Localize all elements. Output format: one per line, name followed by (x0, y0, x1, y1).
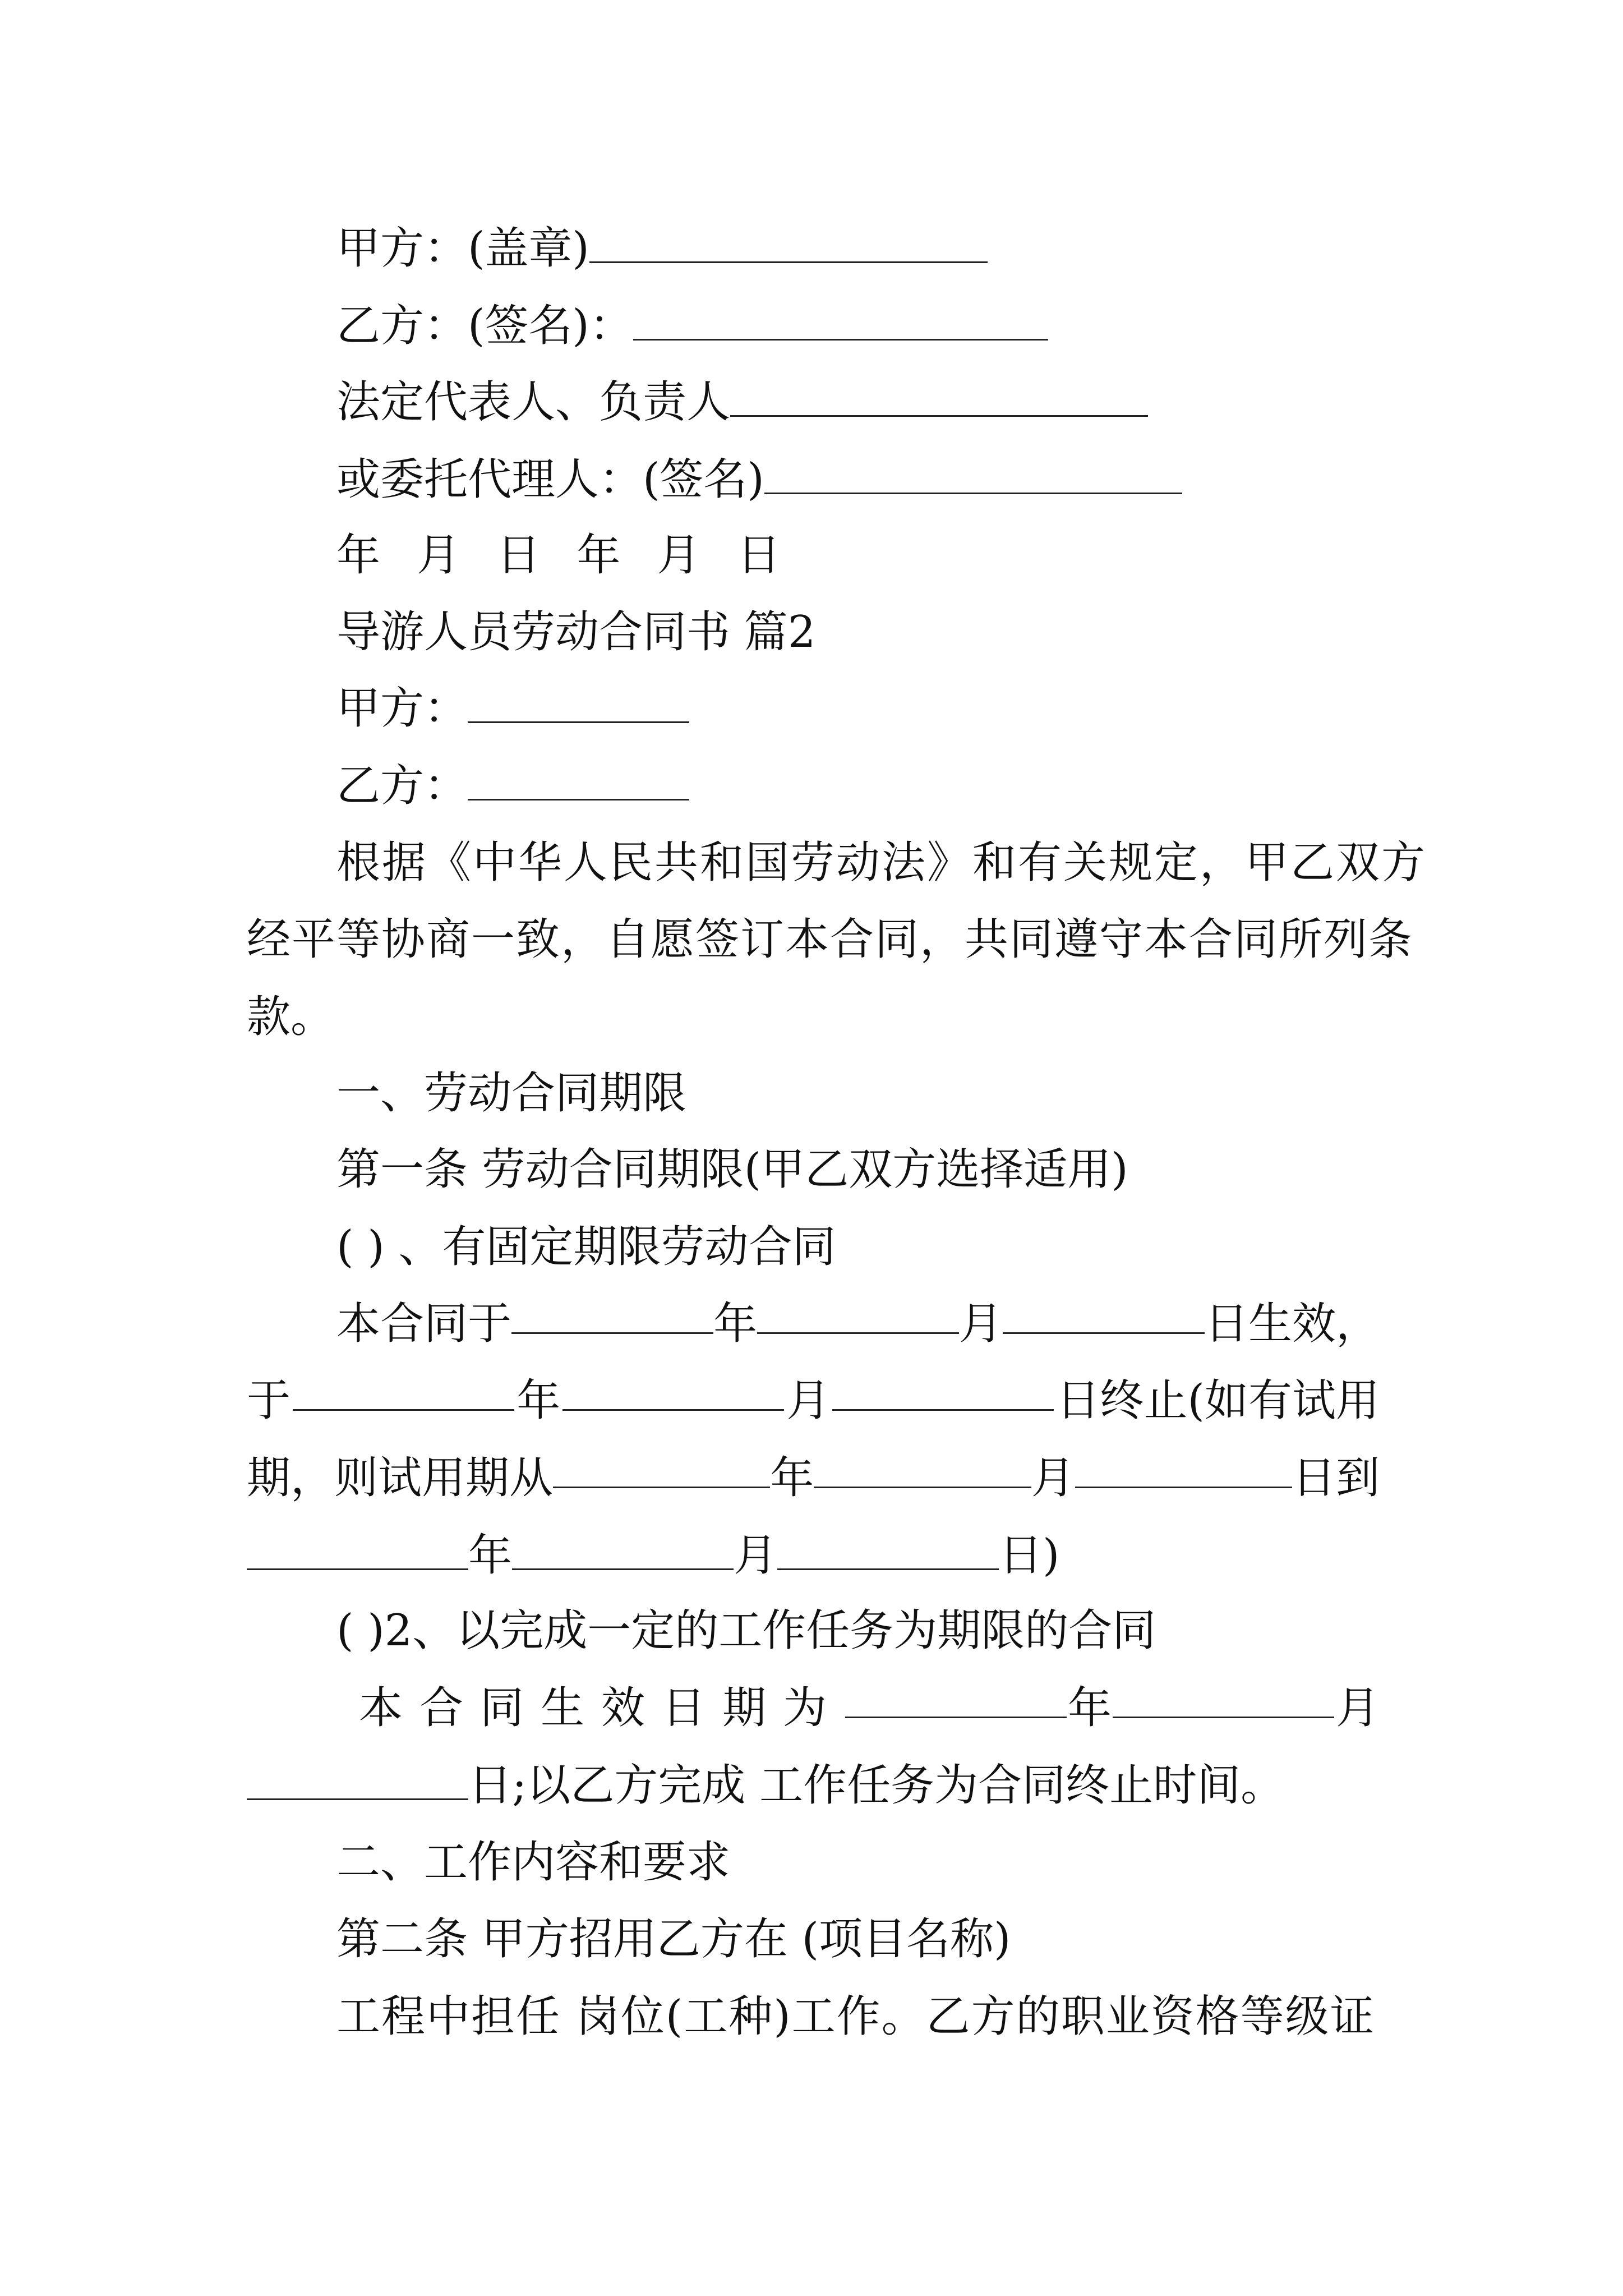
fill-text: 月 (786, 1375, 831, 1426)
option-text: ( ) 、有固定期限劳动合同 (336, 1222, 836, 1272)
fill-text: 月 (734, 1530, 778, 1581)
fill-text: 日终止(如有试用 (1056, 1375, 1380, 1426)
date-label: 年 月 日 年 月 日 (336, 530, 781, 581)
option-line (336, 1605, 1156, 1656)
party-b-sign-blank (633, 305, 1048, 341)
legal-rep-label: 法定代表人、负责人 (336, 377, 731, 427)
fill-text: 日) (999, 1530, 1060, 1581)
option-line (336, 1222, 836, 1272)
fill-text: 年 (468, 1530, 513, 1581)
agent-sign-line (336, 454, 1182, 505)
fill-blank (247, 1535, 468, 1570)
party-a-seal-label: 甲方：(盖章) (336, 223, 589, 274)
fill-text: 月 (959, 1299, 1003, 1349)
fill-text: 月 (1031, 1453, 1075, 1503)
heading-text: 一、劳动合同期限 (336, 1068, 687, 1119)
fill-blank (832, 1375, 1054, 1411)
section-title-text: 导游人员劳动合同书 篇2 (336, 607, 816, 657)
party-a-blank (468, 688, 689, 723)
party-a-line (336, 683, 689, 734)
fill-blank (293, 1375, 514, 1411)
heading-text: 二、工作内容和要求 (336, 1837, 731, 1888)
date-fill-line (247, 1453, 1380, 1503)
article-line (336, 1914, 1011, 1964)
fill-blank (777, 1535, 999, 1570)
fill-text: 日;以乙方完成 工作任务为合同终止时间。 (468, 1760, 1285, 1811)
option-text: ( )2、以完成一定的工作任务为期限的合同 (336, 1605, 1156, 1656)
article-line (336, 1144, 1128, 1195)
date-fill-line (247, 1375, 1380, 1426)
party-b-label: 乙方： (336, 761, 468, 811)
date-fill-line (247, 1760, 1284, 1811)
legal-rep-line (336, 377, 1148, 427)
fill-blank (1003, 1299, 1205, 1334)
paragraph-line (336, 1991, 1375, 2042)
party-a-seal-line (336, 223, 988, 274)
agent-sign-blank (764, 459, 1182, 494)
paragraph-text: 根据《中华人民共和国劳动法》和有关规定，甲乙双方 (336, 838, 1427, 888)
paragraph-text: 工程中担任 岗位(工种)工作。乙方的职业资格等级证 (336, 1991, 1375, 2042)
paragraph-line (336, 838, 1427, 888)
article-text: 第一条 劳动合同期限(甲乙双方选择适用) (336, 1144, 1128, 1195)
heading-line (336, 1837, 730, 1888)
paragraph-line (247, 992, 334, 1042)
fill-blank (757, 1299, 959, 1334)
paragraph-text: 款。 (247, 992, 335, 1042)
party-b-blank (468, 765, 689, 800)
date-fill-line (247, 1530, 1059, 1581)
fill-blank (845, 1683, 1067, 1718)
fill-text: 本合同于 (336, 1299, 512, 1349)
date-fill-line (336, 1299, 1380, 1349)
agent-sign-label: 或委托代理人：(签名) (336, 454, 764, 505)
party-a-label: 甲方： (336, 683, 468, 734)
fill-blank (511, 1299, 713, 1334)
fill-text: 期，则试用期从 (247, 1453, 554, 1503)
fill-blank (562, 1375, 784, 1411)
fill-text: 年 (713, 1299, 758, 1349)
fill-blank (247, 1765, 468, 1800)
party-b-line (336, 761, 689, 811)
fill-blank (814, 1453, 1031, 1488)
fill-text: 月 (1335, 1683, 1380, 1733)
fill-text: 日到 (1292, 1453, 1380, 1503)
article-text: 第二条 甲方招用乙方在 (项目名称) (336, 1914, 1011, 1964)
fill-blank (1075, 1453, 1292, 1488)
fill-text: 本合同生效日期为 (359, 1683, 844, 1733)
party-a-seal-blank (589, 228, 988, 263)
legal-rep-blank (730, 381, 1148, 417)
paragraph-text: 经平等协商一致，自愿签订本合同，共同遵守本合同所列条 (247, 914, 1414, 965)
party-b-sign-line (336, 301, 1048, 351)
fill-text: 年 (1067, 1683, 1112, 1733)
fill-blank (512, 1535, 734, 1570)
date-fill-line (359, 1683, 1380, 1733)
section-title (336, 607, 815, 657)
paragraph-line (247, 914, 1413, 965)
date-line (336, 530, 781, 581)
heading-line (336, 1068, 686, 1119)
party-b-sign-label: 乙方：(签名)： (336, 301, 633, 351)
fill-text: 于 (247, 1375, 291, 1426)
fill-text: 年 (517, 1375, 561, 1426)
fill-text: 年 (770, 1453, 814, 1503)
fill-text: 日生效， (1205, 1299, 1380, 1349)
fill-blank (553, 1453, 770, 1488)
fill-blank (1113, 1683, 1334, 1718)
